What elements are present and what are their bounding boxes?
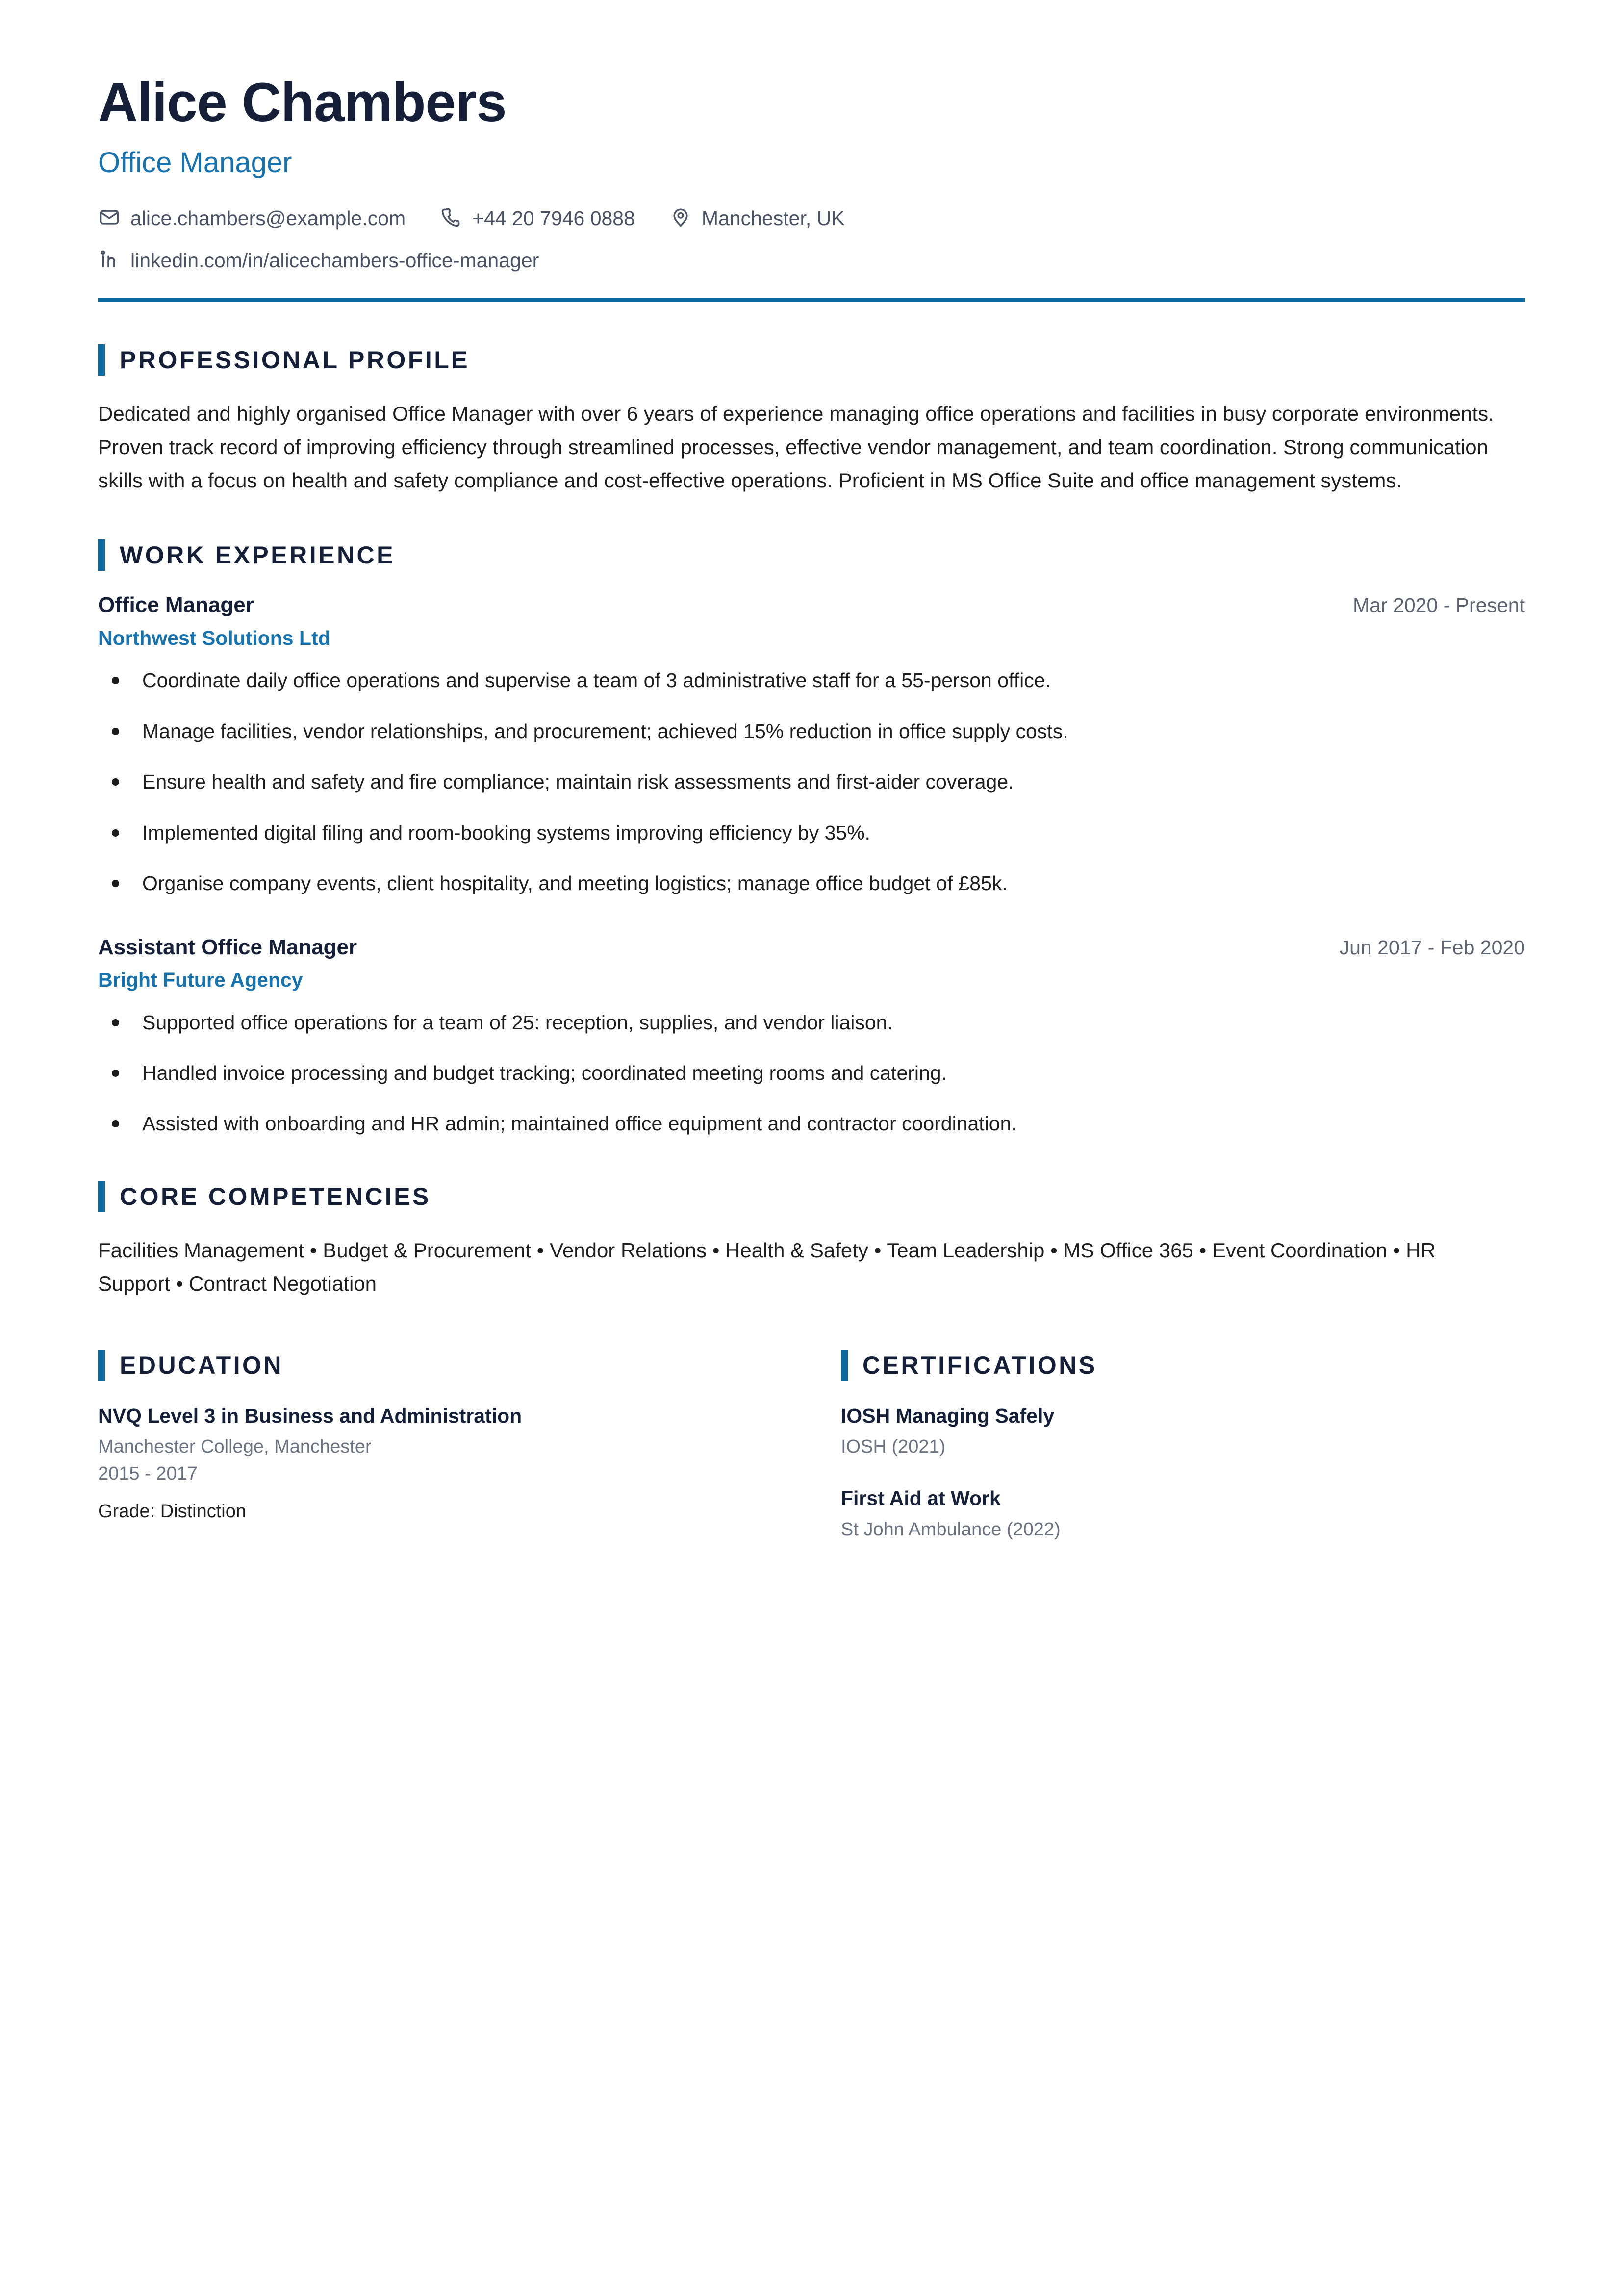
contact-email[interactable] [98, 206, 406, 229]
section-work-experience [98, 539, 1525, 1138]
competencies-text: Facilities Management • Budget & Procurement • Vendor Relations • Health & Safety • Team Leadership • MS Office 365 • Event Coordination • HR Support • Contract Negotiation [98, 1238, 1436, 1295]
certification-entry [841, 1403, 1525, 1460]
experience-bullet: Supported office operations for a team of 25: reception, supplies, and vendor liaison. [98, 1008, 1525, 1037]
experience-bullet: Implemented digital filing and room-booking systems improving efficiency by 35%. [98, 818, 1525, 847]
certification-issuer: IOSH (2021) [841, 1436, 946, 1457]
phone-icon [440, 206, 462, 229]
experience-position: Office Manager [98, 593, 254, 617]
section-title-profile: PROFESSIONAL PROFILE [120, 346, 470, 374]
section-education [98, 1350, 812, 1552]
section-accent-bar [98, 1181, 105, 1212]
profile-summary-text: Dedicated and highly organised Office Manager with over 6 years of experience managing office operations and facilities in busy corporate environments. Proven track record of improving efficiency through streamlined processes, effective vendor management, and team coordination. Strong communication skills with a focus on health and safety compliance and cost-effective operations. Proficient in MS Office Suite and office management systems. [98, 402, 1494, 492]
contact-phone[interactable] [440, 206, 635, 229]
experience-company: Northwest Solutions Ltd [98, 627, 330, 650]
certification-name: IOSH Managing Safely [841, 1404, 1055, 1427]
education-institution: Manchester College, Manchester [98, 1436, 372, 1457]
experience-entry [98, 592, 1525, 898]
contact-email-text: alice.chambers@example.com [130, 206, 406, 230]
experience-bullet: Assisted with onboarding and HR admin; maintained office equipment and contractor coordination. [98, 1109, 1525, 1138]
section-accent-bar [841, 1350, 848, 1381]
section-header-education [98, 1350, 812, 1381]
section-accent-bar [98, 539, 105, 571]
header-divider [98, 298, 1525, 302]
section-header-profile [98, 344, 1525, 376]
section-header-certifications [841, 1350, 1525, 1381]
contact-location [669, 206, 845, 229]
experience-dates: Jun 2017 - Feb 2020 [1339, 936, 1525, 959]
contact-location-text: Manchester, UK [701, 206, 845, 230]
section-title-competencies: CORE COMPETENCIES [120, 1182, 431, 1210]
section-accent-bar [98, 344, 105, 376]
section-header-competencies [98, 1181, 1525, 1212]
section-title-certifications: CERTIFICATIONS [862, 1351, 1097, 1379]
experience-entry-header [98, 592, 1525, 618]
section-title-education: EDUCATION [120, 1351, 284, 1379]
resume-header [98, 74, 1525, 302]
contact-linkedin-text: linkedin.com/in/alicechambers-office-manager [130, 249, 539, 272]
education-degree: NVQ Level 3 in Business and Administration [98, 1404, 522, 1427]
education-grade: Grade: Distinction [98, 1501, 247, 1522]
contact-linkedin[interactable] [98, 248, 539, 271]
section-certifications [812, 1350, 1525, 1552]
experience-bullet: Handled invoice processing and budget tracking; coordinated meeting rooms and catering. [98, 1059, 1525, 1088]
contact-row-primary [98, 206, 1525, 245]
education-years: 2015 - 2017 [98, 1463, 198, 1484]
contact-phone-text: +44 20 7946 0888 [472, 206, 635, 230]
education-entry [98, 1403, 812, 1526]
section-professional-profile [98, 344, 1525, 497]
experience-company: Bright Future Agency [98, 969, 303, 992]
certification-entry [841, 1485, 1525, 1543]
candidate-job-title: Office Manager [98, 146, 292, 179]
experience-bullet: Coordinate daily office operations and supervise a team of 3 administrative staff for a 55-person office. [98, 666, 1525, 695]
section-accent-bar [98, 1350, 105, 1381]
experience-entry-header [98, 935, 1525, 961]
experience-bullet: Ensure health and safety and fire compliance; maintain risk assessments and first-aider coverage. [98, 767, 1525, 796]
experience-position: Assistant Office Manager [98, 935, 357, 959]
certification-issuer: St John Ambulance (2022) [841, 1519, 1061, 1540]
location-pin-icon [669, 206, 692, 229]
envelope-icon [98, 206, 121, 229]
experience-bullet: Manage facilities, vendor relationships, and procurement; achieved 15% reduction in office supply costs. [98, 717, 1525, 746]
section-title-experience: WORK EXPERIENCE [120, 541, 396, 569]
section-header-experience [98, 539, 1525, 571]
experience-entry [98, 935, 1525, 1139]
experience-bullet: Organise company events, client hospitality, and meeting logistics; manage office budget of £85k. [98, 869, 1525, 898]
education-certifications-row [98, 1350, 1525, 1552]
certification-name: First Aid at Work [841, 1487, 1001, 1510]
section-core-competencies [98, 1181, 1525, 1301]
linkedin-icon [98, 248, 121, 271]
experience-dates: Mar 2020 - Present [1353, 594, 1525, 617]
experience-bullet-list [98, 1008, 1525, 1139]
candidate-name: Alice Chambers [98, 72, 507, 133]
contact-row-secondary [98, 248, 1525, 287]
experience-bullet-list [98, 666, 1525, 898]
